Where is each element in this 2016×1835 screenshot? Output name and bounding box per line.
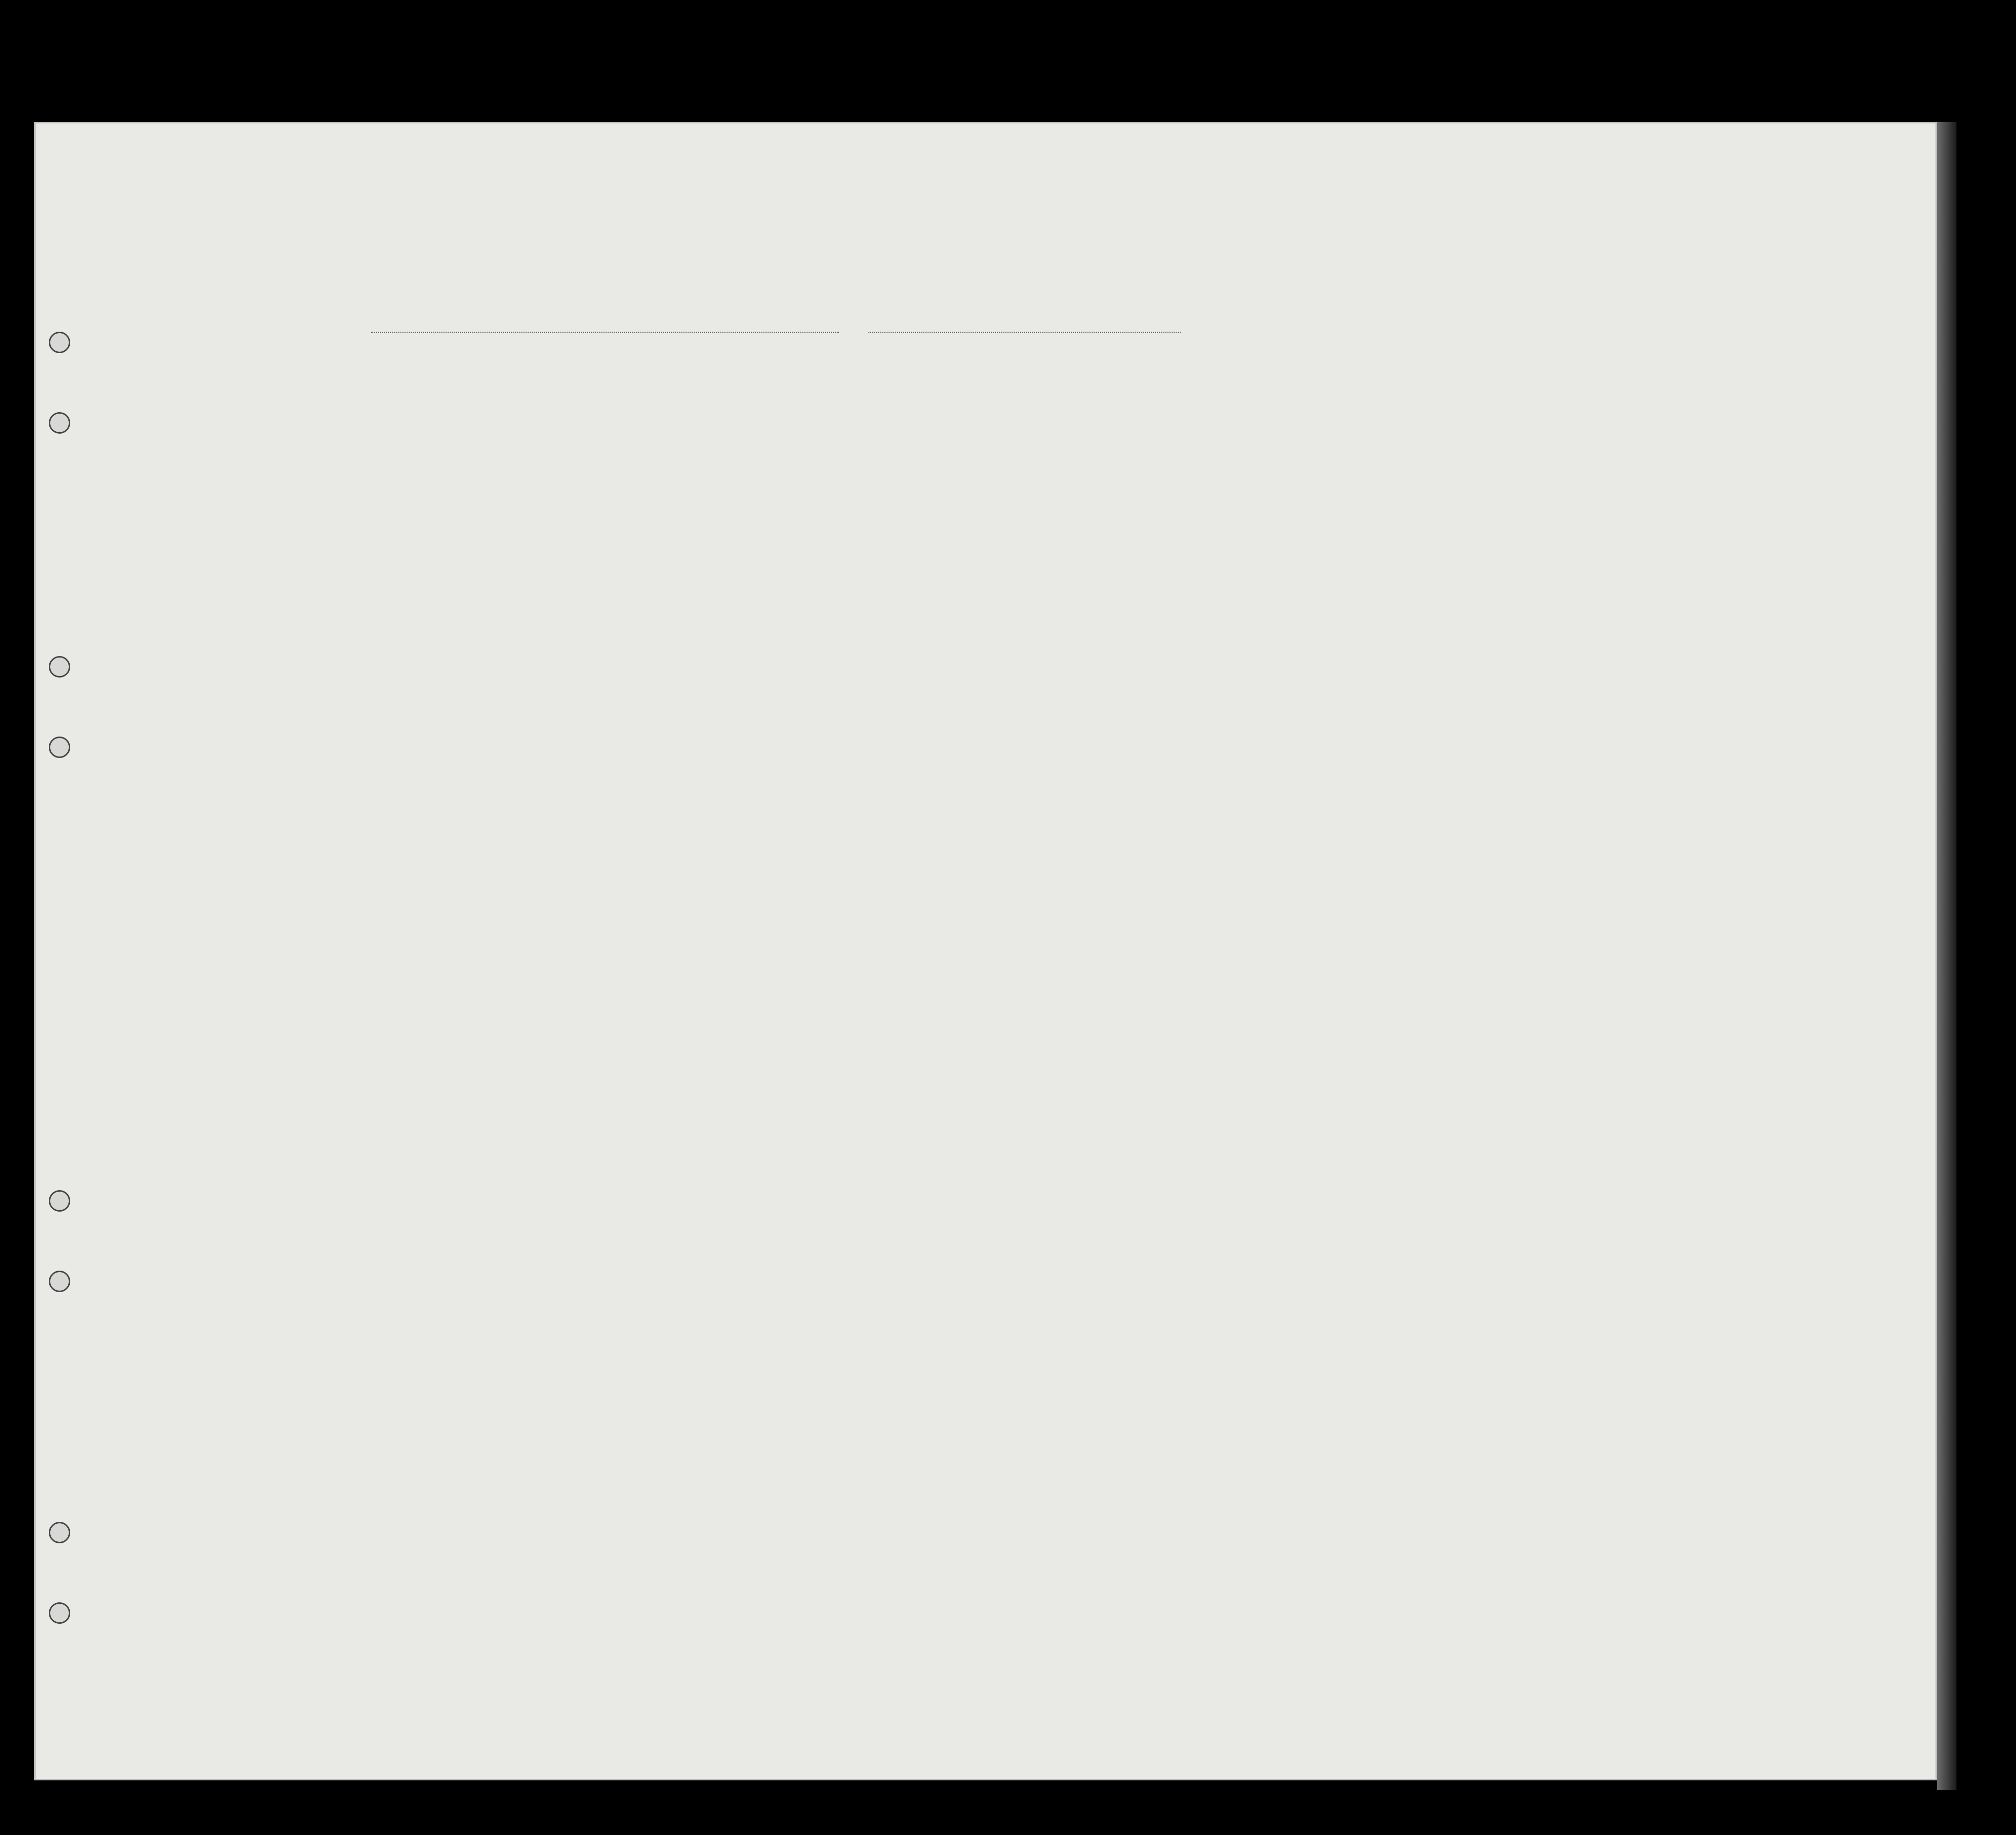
header-ticket [566, 395, 585, 517]
header-anarchist [1320, 385, 1334, 517]
header-polygamist [1295, 385, 1310, 517]
header-overthrow [1339, 385, 1403, 517]
header-citizen [1227, 400, 1249, 517]
header-purpose-return [1117, 395, 1151, 517]
header-offer [1408, 385, 1437, 517]
header-inches [1627, 468, 1642, 507]
header-feet [1610, 478, 1625, 507]
header-deported [1444, 385, 1469, 517]
header-fifty-dollars [688, 385, 712, 517]
header-length-stay [1176, 400, 1195, 517]
